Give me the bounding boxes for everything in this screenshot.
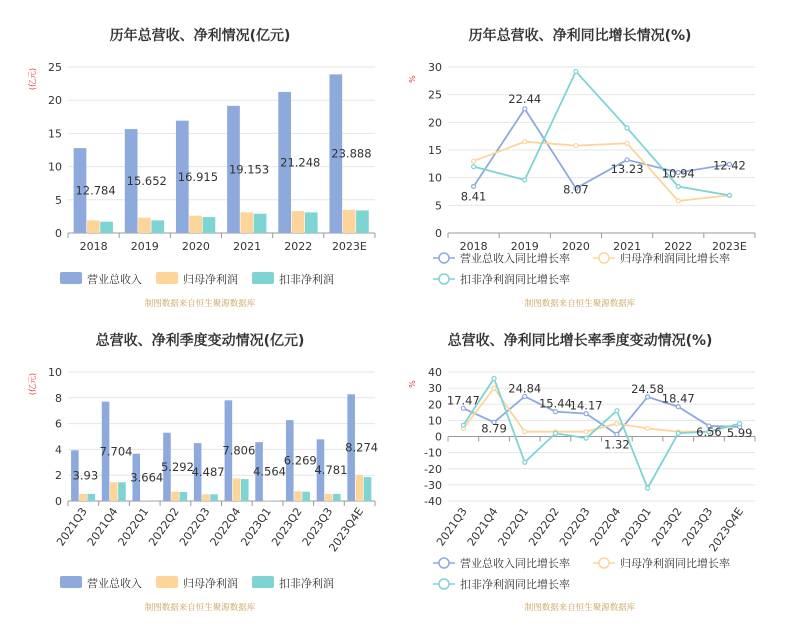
legend-swatch bbox=[60, 272, 82, 284]
y-tick-label: -20 bbox=[424, 463, 442, 476]
legend-swatch bbox=[156, 272, 178, 284]
bar-annual-amount-s1 bbox=[240, 212, 253, 233]
line-point bbox=[492, 376, 496, 380]
y-tick-label: 10 bbox=[48, 161, 62, 174]
x-tick-label: 2023E bbox=[332, 240, 367, 253]
x-tick-label: 2021Q4 bbox=[465, 505, 501, 548]
y-unit-label: % bbox=[408, 380, 417, 388]
bar-quarterly-amount-s2 bbox=[118, 482, 126, 501]
y-tick-label: 15 bbox=[428, 144, 442, 157]
legend-marker bbox=[439, 558, 449, 568]
legend-label: 归母净利润同比增长率 bbox=[620, 556, 730, 570]
x-tick-label: 2023E bbox=[712, 240, 747, 253]
line-data-label: 24.84 bbox=[508, 381, 541, 395]
legend-label: 营业总收入 bbox=[87, 272, 142, 286]
x-tick-label: 2018 bbox=[460, 240, 488, 253]
line-point bbox=[646, 486, 650, 490]
line-point bbox=[461, 423, 465, 427]
line-point bbox=[523, 460, 527, 464]
y-tick-label: 0 bbox=[55, 227, 62, 240]
chart-quarterly-growth bbox=[408, 332, 755, 613]
legend-item bbox=[433, 251, 570, 265]
x-tick-label: 2022Q3 bbox=[177, 505, 213, 548]
x-tick-label: 2023Q3 bbox=[680, 505, 716, 548]
line-point bbox=[492, 386, 496, 390]
line-point bbox=[727, 193, 731, 197]
line-data-label: 18.47 bbox=[662, 392, 695, 406]
chart-annual-growth bbox=[408, 27, 755, 309]
legend-label: 归母净利润 bbox=[183, 272, 238, 286]
bar-annual-amount-s2 bbox=[356, 210, 369, 233]
legend-swatch bbox=[252, 576, 274, 588]
line-point bbox=[625, 141, 629, 145]
line-point bbox=[615, 432, 619, 436]
chart-title: 总营收、净利同比增长率季度变动情况(%) bbox=[448, 332, 713, 349]
bar-data-label: 4.564 bbox=[253, 465, 286, 479]
legend-label: 归母净利润同比增长率 bbox=[620, 251, 730, 265]
legend-item bbox=[60, 576, 142, 590]
bar-quarterly-amount-s1 bbox=[110, 482, 118, 501]
x-tick-label: 2022Q3 bbox=[557, 505, 593, 548]
bar-quarterly-amount-s1 bbox=[294, 491, 302, 501]
bar-data-label: 23.888 bbox=[331, 147, 371, 161]
x-tick-label: 2021Q3 bbox=[54, 505, 90, 548]
line-point bbox=[553, 431, 557, 435]
line-data-label: 13.23 bbox=[611, 162, 644, 176]
legend-marker bbox=[439, 253, 449, 263]
bar-annual-amount-s2 bbox=[305, 212, 318, 233]
source-note: 制图数据来自恒生聚源数据库 bbox=[525, 298, 636, 309]
legend-item bbox=[593, 556, 730, 570]
bar-data-label: 15.652 bbox=[127, 174, 167, 188]
bar-data-label: 5.292 bbox=[161, 460, 194, 474]
legend-item bbox=[252, 576, 334, 590]
legend-item bbox=[433, 272, 570, 286]
bar-quarterly-amount-s2 bbox=[87, 494, 95, 501]
legend bbox=[60, 272, 334, 286]
line-data-label: 5.99 bbox=[727, 426, 753, 440]
x-tick-label: 2022 bbox=[284, 240, 312, 253]
x-tick-label: 2023Q3 bbox=[300, 505, 336, 548]
legend-item bbox=[433, 556, 570, 570]
legend bbox=[433, 556, 730, 591]
x-tick-label: 2023Q4E bbox=[706, 505, 746, 554]
y-tick-label: 5 bbox=[55, 194, 62, 207]
y-tick-label: 0 bbox=[55, 495, 62, 508]
x-tick-label: 2023Q1 bbox=[238, 505, 274, 548]
source-note: 制图数据来自恒生聚源数据库 bbox=[145, 602, 256, 613]
bar-quarterly-amount-s2 bbox=[302, 492, 310, 501]
line-point bbox=[676, 185, 680, 189]
y-tick-label: 0 bbox=[435, 227, 442, 240]
x-tick-label: 2023Q2 bbox=[269, 505, 305, 548]
y-tick-label: 0 bbox=[435, 431, 442, 444]
x-tick-label: 2019 bbox=[511, 240, 539, 253]
y-tick-label: 20 bbox=[48, 94, 62, 107]
bar-annual-amount-s1 bbox=[138, 218, 151, 233]
x-tick-label: 2022Q1 bbox=[496, 505, 532, 548]
legend-label: 归母净利润 bbox=[183, 576, 238, 590]
legend-swatch bbox=[60, 576, 82, 588]
y-tick-label: 10 bbox=[428, 172, 442, 185]
x-tick-label: 2021Q4 bbox=[85, 505, 121, 548]
y-unit-label: (亿元) bbox=[27, 68, 37, 90]
y-unit-label: (亿元) bbox=[27, 373, 37, 395]
line-point bbox=[472, 184, 476, 188]
line-point bbox=[584, 436, 588, 440]
line-point bbox=[523, 107, 527, 111]
bar-quarterly-amount-s1 bbox=[325, 494, 333, 501]
line-data-label: 8.79 bbox=[481, 421, 507, 435]
bar-quarterly-amount-s1 bbox=[202, 494, 210, 501]
legend-label: 扣非净利润 bbox=[279, 272, 334, 286]
line-point bbox=[676, 199, 680, 203]
x-tick-label: 2022Q2 bbox=[146, 505, 182, 548]
y-tick-label: 20 bbox=[428, 116, 442, 129]
legend-swatch bbox=[252, 272, 274, 284]
bar-quarterly-amount-s1 bbox=[233, 478, 241, 501]
bar-annual-amount-s1 bbox=[343, 210, 356, 233]
bar-quarterly-amount-s1 bbox=[356, 475, 364, 501]
legend-item bbox=[433, 577, 570, 591]
bar-data-label: 19.153 bbox=[229, 162, 269, 176]
bar-annual-amount-s2 bbox=[203, 217, 216, 233]
legend-marker bbox=[599, 253, 609, 263]
y-tick-label: 8 bbox=[55, 392, 62, 405]
line-point bbox=[615, 409, 619, 413]
line-data-label: 10.94 bbox=[662, 166, 695, 180]
legend-item bbox=[252, 272, 334, 286]
bar-data-label: 6.269 bbox=[284, 454, 317, 468]
y-tick-label: 10 bbox=[428, 414, 442, 427]
line-point bbox=[574, 144, 578, 148]
y-tick-label: 15 bbox=[48, 127, 62, 140]
line-point bbox=[615, 422, 619, 426]
y-tick-label: -30 bbox=[424, 479, 442, 492]
bar-quarterly-amount-s2 bbox=[364, 477, 372, 501]
legend bbox=[433, 251, 730, 286]
x-tick-label: 2018 bbox=[80, 240, 108, 253]
line-data-label: 22.44 bbox=[508, 92, 541, 106]
line-point bbox=[574, 69, 578, 73]
y-tick-label: 30 bbox=[428, 61, 442, 74]
line-point bbox=[625, 126, 629, 130]
bar-annual-amount-s2 bbox=[100, 222, 113, 233]
bar-quarterly-amount-s2 bbox=[333, 494, 341, 501]
y-tick-label: 25 bbox=[48, 61, 62, 74]
legend bbox=[60, 576, 334, 590]
line-data-label: 24.58 bbox=[631, 382, 664, 396]
bar-data-label: 7.806 bbox=[222, 444, 255, 458]
line-point bbox=[472, 159, 476, 163]
line-point bbox=[523, 140, 527, 144]
legend-label: 扣非净利润同比增长率 bbox=[460, 272, 570, 286]
legend-label: 扣非净利润 bbox=[279, 576, 334, 590]
y-tick-label: 10 bbox=[48, 366, 62, 379]
x-tick-label: 2021 bbox=[233, 240, 261, 253]
chart-title: 历年总营收、净利同比增长情况(%) bbox=[469, 27, 692, 44]
legend-label: 营业总收入 bbox=[87, 576, 142, 590]
line-point bbox=[472, 165, 476, 169]
line-data-label: 12.42 bbox=[713, 158, 746, 172]
bar-quarterly-amount-s2 bbox=[241, 479, 249, 501]
legend-item bbox=[60, 272, 142, 286]
line-point bbox=[646, 426, 650, 430]
x-tick-label: 2022 bbox=[664, 240, 692, 253]
line-point bbox=[523, 430, 527, 434]
source-note: 制图数据来自恒生聚源数据库 bbox=[145, 298, 256, 309]
x-tick-label: 2023Q2 bbox=[649, 505, 685, 548]
line-data-label: 14.17 bbox=[570, 399, 603, 413]
y-tick-label: 20 bbox=[428, 398, 442, 411]
line-data-label: 8.41 bbox=[461, 189, 487, 203]
bar-annual-amount-s1 bbox=[189, 216, 202, 233]
chart-title: 总营收、净利季度变动情况(亿元) bbox=[96, 332, 305, 349]
line-data-label: 1.32 bbox=[604, 437, 630, 451]
line-point bbox=[523, 178, 527, 182]
chart-title: 历年总营收、净利情况(亿元) bbox=[110, 27, 291, 44]
legend-label: 扣非净利润同比增长率 bbox=[460, 577, 570, 591]
line-data-label: 6.56 bbox=[696, 425, 722, 439]
x-tick-label: 2023Q4E bbox=[326, 505, 366, 554]
y-tick-label: 30 bbox=[428, 382, 442, 395]
x-tick-label: 2022Q2 bbox=[526, 505, 562, 548]
bar-data-label: 4.781 bbox=[314, 463, 347, 477]
y-unit-label: % bbox=[408, 75, 417, 83]
legend-item bbox=[156, 576, 238, 590]
x-tick-label: 2022Q4 bbox=[208, 505, 244, 548]
x-tick-label: 2021Q3 bbox=[434, 505, 470, 548]
bar-quarterly-amount-s1 bbox=[79, 494, 87, 501]
legend-item bbox=[156, 272, 238, 286]
legend-label: 营业总收入同比增长率 bbox=[460, 556, 570, 570]
legend-marker bbox=[599, 558, 609, 568]
y-tick-label: -10 bbox=[424, 447, 442, 460]
bar-data-label: 3.93 bbox=[73, 469, 99, 483]
y-tick-label: 2 bbox=[55, 469, 62, 482]
legend-item bbox=[593, 251, 730, 265]
y-tick-label: 40 bbox=[428, 366, 442, 379]
y-tick-label: 4 bbox=[55, 443, 62, 456]
legend-marker bbox=[439, 579, 449, 589]
x-tick-label: 2022Q4 bbox=[588, 505, 624, 548]
line-point bbox=[676, 431, 680, 435]
line-data-label: 17.47 bbox=[447, 393, 480, 407]
line-data-label: 15.44 bbox=[539, 397, 572, 411]
legend-label: 营业总收入同比增长率 bbox=[460, 251, 570, 265]
x-tick-label: 2021 bbox=[613, 240, 641, 253]
y-tick-label: 5 bbox=[435, 199, 442, 212]
bar-data-label: 4.487 bbox=[192, 465, 225, 479]
bar-data-label: 16.915 bbox=[178, 170, 218, 184]
chart-annual-amount bbox=[27, 27, 375, 309]
x-tick-label: 2022Q1 bbox=[116, 505, 152, 548]
y-tick-label: -40 bbox=[424, 495, 442, 508]
bar-data-label: 8.274 bbox=[345, 441, 378, 455]
y-tick-label: 25 bbox=[428, 89, 442, 102]
bar-quarterly-amount-s1 bbox=[171, 492, 179, 501]
bar-annual-amount-s1 bbox=[292, 211, 305, 233]
line-data-label: 8.07 bbox=[563, 182, 589, 196]
bar-data-label: 7.704 bbox=[100, 444, 133, 458]
bar-data-label: 12.784 bbox=[75, 184, 115, 198]
bar-annual-amount-s2 bbox=[254, 214, 267, 233]
legend-marker bbox=[439, 274, 449, 284]
bar-annual-amount-s1 bbox=[87, 220, 100, 233]
y-tick-label: 6 bbox=[55, 418, 62, 431]
chart-quarterly-amount bbox=[27, 332, 378, 613]
legend-swatch bbox=[156, 576, 178, 588]
bar-data-label: 21.248 bbox=[280, 155, 320, 169]
x-tick-label: 2023Q1 bbox=[618, 505, 654, 548]
x-tick-label: 2019 bbox=[131, 240, 159, 253]
bar-quarterly-amount-s2 bbox=[210, 494, 218, 501]
bar-annual-amount-s2 bbox=[151, 220, 164, 233]
bar-quarterly-amount-s2 bbox=[180, 492, 188, 501]
x-tick-label: 2020 bbox=[562, 240, 590, 253]
x-tick-label: 2020 bbox=[182, 240, 210, 253]
line-point bbox=[584, 430, 588, 434]
source-note: 制图数据来自恒生聚源数据库 bbox=[525, 602, 636, 613]
bar-data-label: 3.664 bbox=[130, 470, 163, 484]
